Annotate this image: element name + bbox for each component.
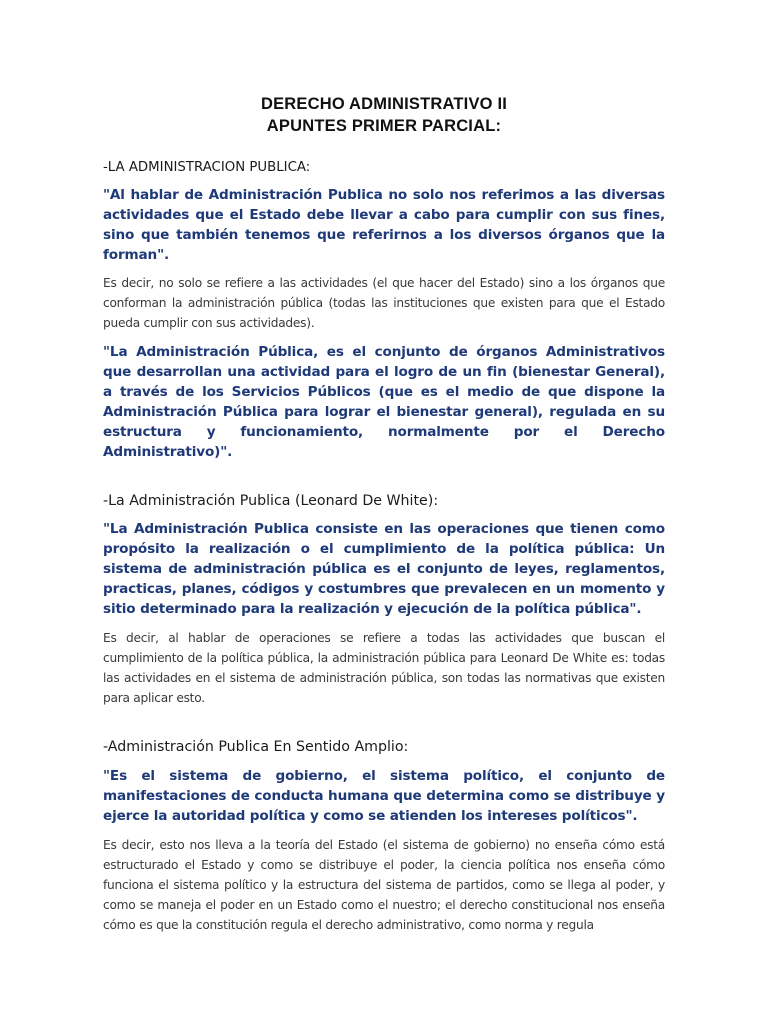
- section-quote: "La Administración Publica consiste en las operaciones que tienen como propósito la realización o el cumplimiento de la política pública: Un sistema de administración pública es el conjunto de leyes, reglamentos, practicas, planes, códigos y costumbres que prevalecen en un momento y sitio determinado para la realización y ejecución de la política pública".: [103, 521, 665, 617]
- section-body: Es decir, al hablar de operaciones se refiere a todas las actividades que buscan el cumplimiento de la política pública, la administración pública para Leonard De White es: todas las actividades en el sistema de administración pública, son todas las normativas que existen para aplicar esto.: [103, 631, 665, 705]
- section-body: Es decir, esto nos lleva a la teoría del Estado (el sistema de gobierno) no enseña cómo está estructurado el Estado y como se distribuye el poder, la ciencia política nos enseña cómo funciona el sistema político y la estructura del sistema de partidos, como se llega al poder, y como se maneja el poder en un Estado como el nuestro; el derecho constitucional nos enseña cómo es que la constitución regula el derecho administrativo, como norma y regula: [103, 838, 665, 932]
- section-heading-sentido-amplio: -Administración Publica En Sentido Amplio:: [103, 739, 409, 755]
- section-quote: "Es el sistema de gobierno, el sistema político, el conjunto de manifestaciones de conducta humana que determina como se distribuye y ejerce la autoridad política y como se atienden los intereses políticos".: [103, 768, 665, 824]
- title-line-2: APUNTES PRIMER PARCIAL:: [266, 117, 502, 135]
- section-body: Es decir, no solo se refiere a las actividades (el que hacer del Estado) sino a los órganos que conforman la administración pública (todas las instituciones que existen para que el Estado pueda cumplir con sus actividades).: [103, 276, 665, 330]
- section-quote-2: "La Administración Pública, es el conjunto de órganos Administrativos que desarrollan una actividad para el logro de un fin (bienestar General), a través de los Servicios Públicos (que es el medio de que dispone la Administración Pública para lograr el bienestar general), regulada en su estructura y funcionamiento, normalmente por el Derecho Administrativo)".: [103, 344, 665, 460]
- section-heading-administracion-publica: -LA ADMINISTRACION PUBLICA:: [103, 160, 311, 175]
- document-title: [103, 93, 665, 137]
- section-heading-leonard-de-white: -La Administración Publica (Leonard De White):: [103, 493, 439, 509]
- title-line-1: DERECHO ADMINISTRATIVO II: [260, 95, 508, 113]
- section-quote: "Al hablar de Administración Publica no solo nos referimos a las diversas actividades que el Estado debe llevar a cabo para cumplir con sus fines, sino que también tenemos que referirnos a los diversos órganos que la forman".: [103, 187, 665, 263]
